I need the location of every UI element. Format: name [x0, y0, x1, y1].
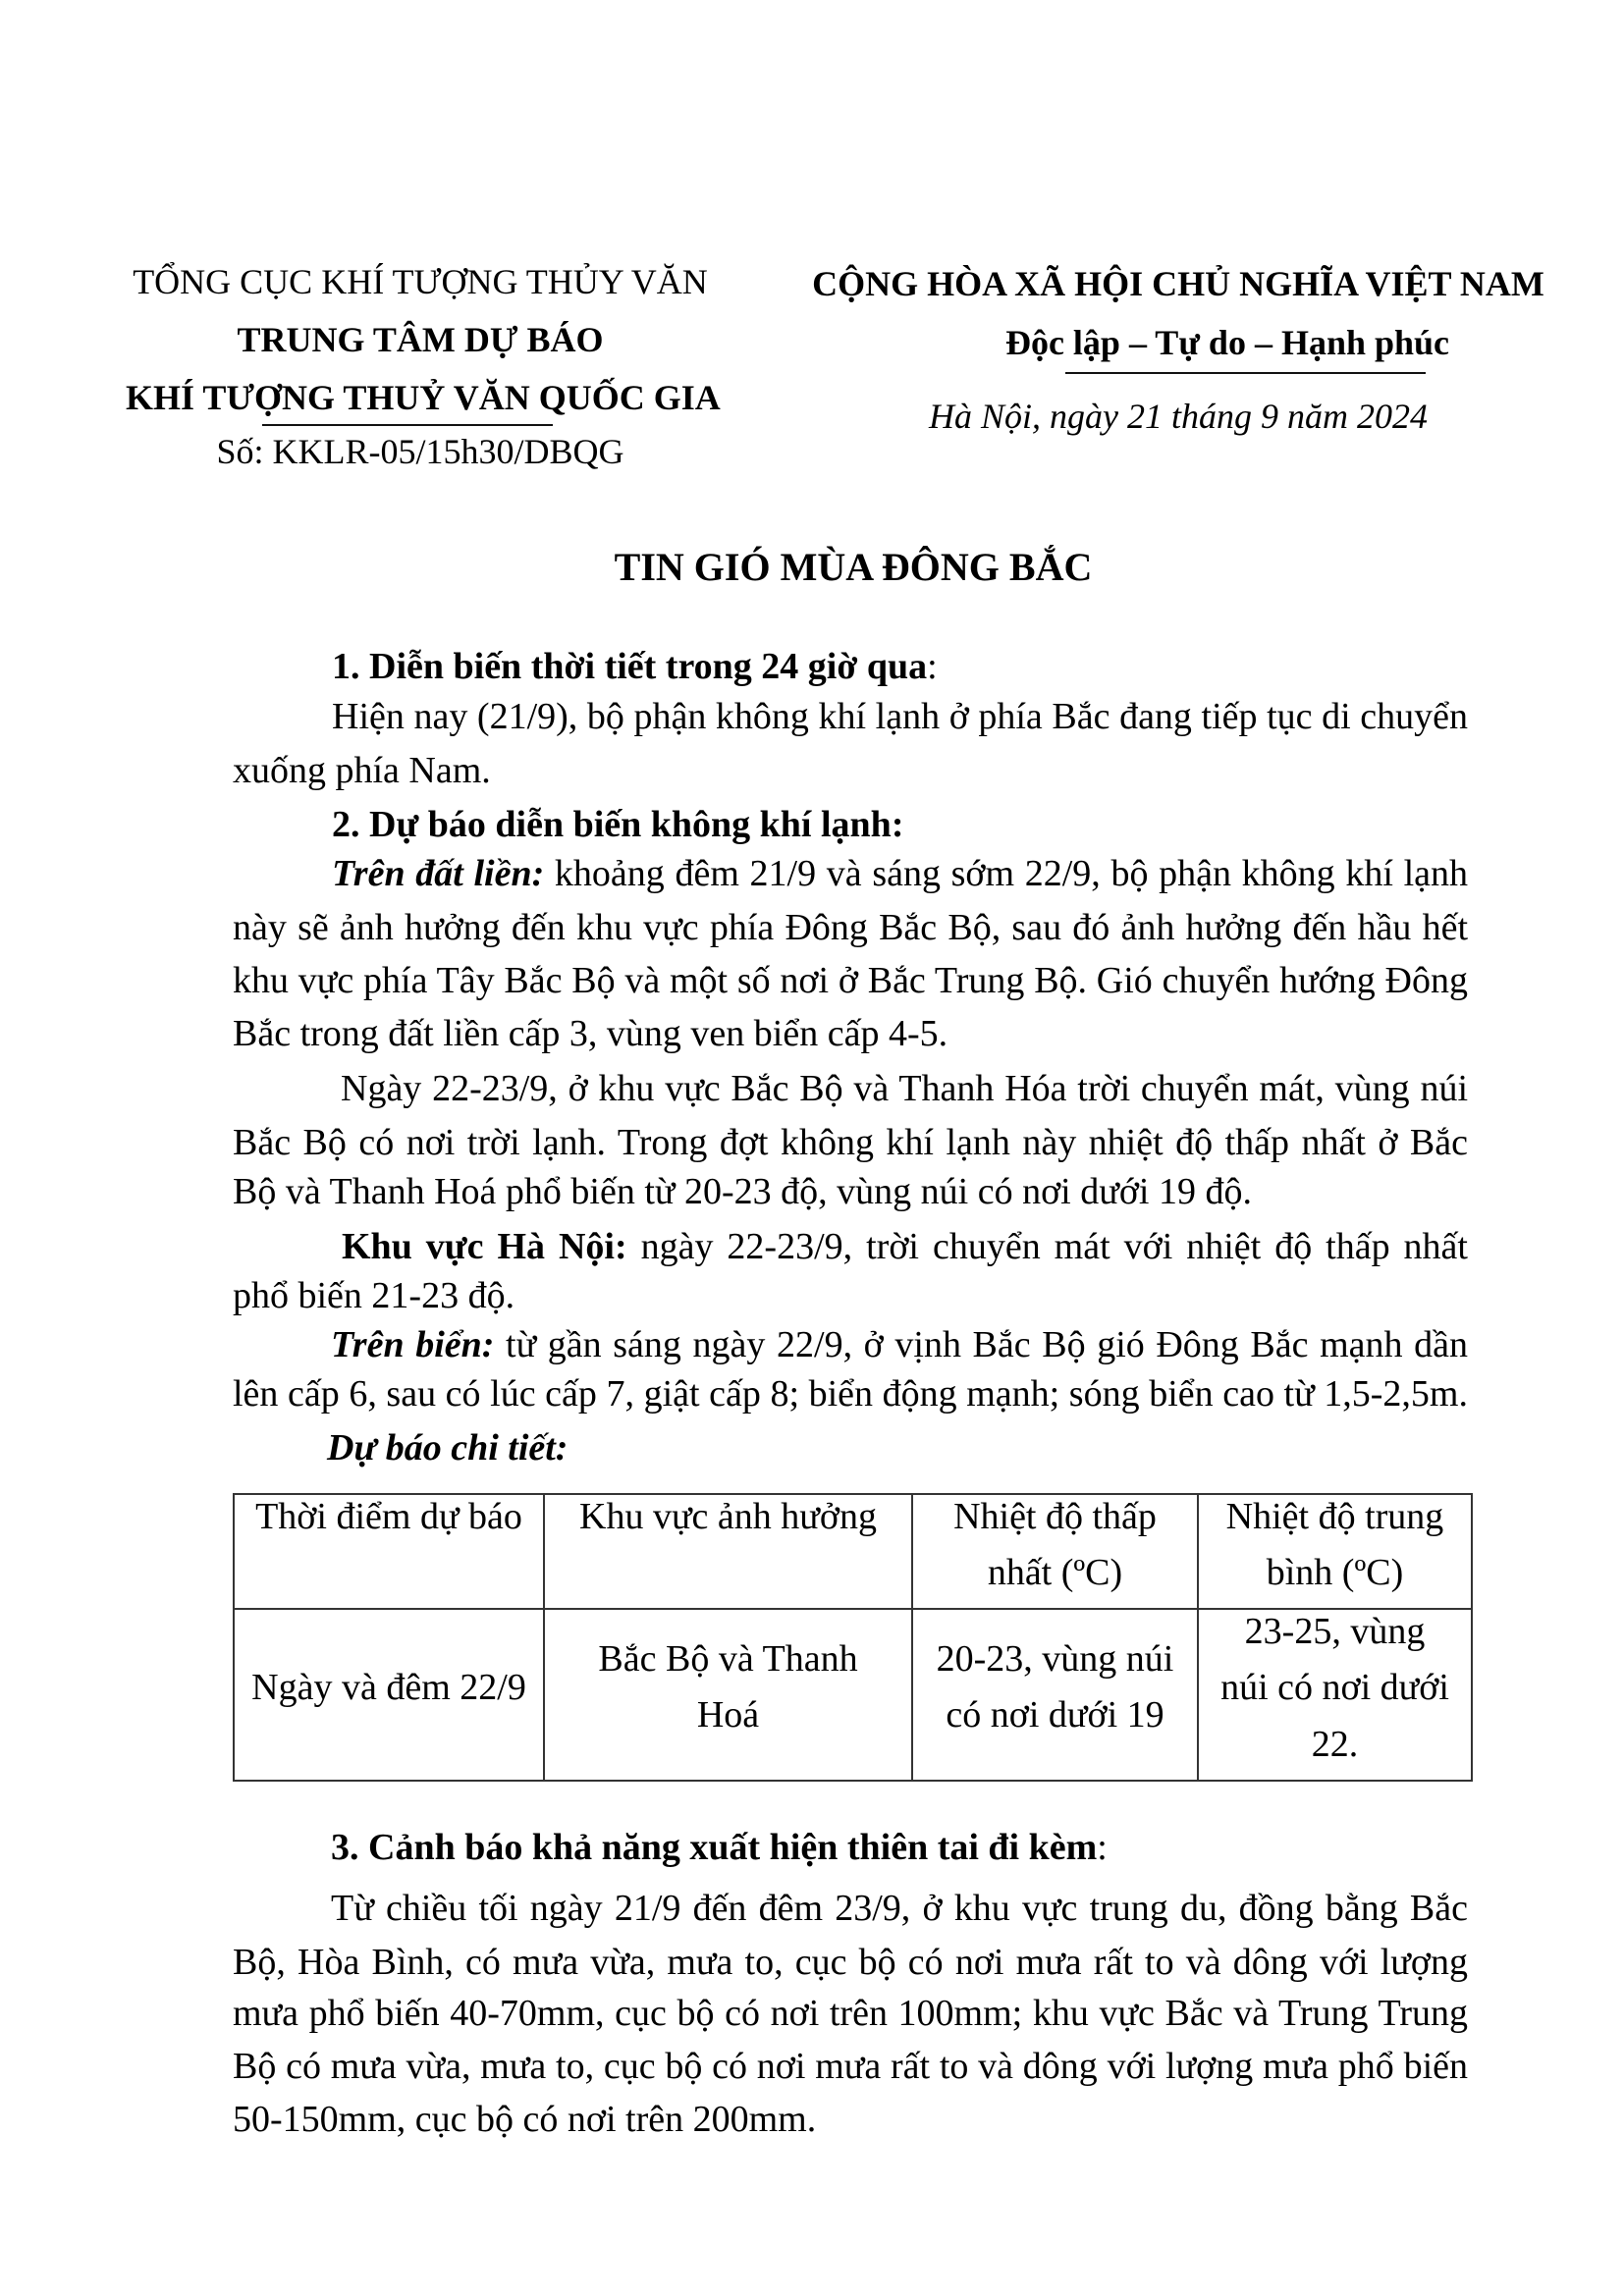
table-header-cell: Thời điểm dự báo: [255, 1496, 522, 1537]
table-border-right: [1471, 1493, 1473, 1782]
table-cell-area: Hoá: [696, 1694, 760, 1735]
section-3-line: Bộ có mưa vừa, mưa to, cục bộ có nơi mưa rất to và dông với lượng mưa phổ biến: [233, 2046, 1468, 2087]
temperature-line: Ngày 22-23/9, ở khu vực Bắc Bộ và Thanh Hóa trời chuyển mát, vùng núi: [341, 1068, 1468, 1109]
land-line: này sẽ ảnh hưởng đến khu vực phía Đông Bắc Bộ, sau đó ảnh hưởng đến hầu hết: [233, 907, 1468, 948]
hanoi-text: ngày 22-23/9, trời chuyển mát với nhiệt độ thấp nhất: [626, 1226, 1468, 1267]
table-col-divider: [911, 1493, 913, 1782]
heading-colon: :: [927, 646, 938, 687]
table-border-top: [233, 1493, 1473, 1495]
land-text: khoảng đêm 21/9 và sáng sớm 22/9, bộ phận không khí lạnh: [544, 853, 1469, 894]
section-3-line: 50-150mm, cục bộ có nơi trên 200mm.: [233, 2099, 817, 2140]
header-right-underline: [1065, 372, 1426, 374]
temperature-line: Bộ và Thanh Hoá phổ biến từ 20-23 độ, vùng núi có nơi dưới 19 độ.: [233, 1171, 1252, 1212]
country-name: CỘNG HÒA XÃ HỘI CHỦ NGHĨA VIỆT NAM: [812, 264, 1544, 303]
document-title: TIN GIÓ MÙA ĐÔNG BẮC: [614, 545, 1093, 589]
document-number: Số: KKLR-05/15h30/DBQG: [216, 432, 624, 471]
table-cell-time: Ngày và đêm 22/9: [251, 1667, 526, 1708]
table-cell-avg-temp: 22.: [1311, 1724, 1359, 1765]
place-date: Hà Nội, ngày 21 tháng 9 năm 2024: [929, 397, 1428, 436]
sea-line: [331, 1326, 1468, 1363]
agency-name: TỔNG CỤC KHÍ TƯỢNG THỦY VĂN: [133, 262, 708, 301]
header-left-underline: [262, 424, 553, 426]
table-header-cell: Khu vực ảnh hưởng: [579, 1496, 877, 1537]
table-col-divider: [543, 1493, 545, 1782]
table-header-cell: bình (ºC): [1266, 1552, 1404, 1593]
land-label: Trên đất liền:: [332, 853, 545, 894]
temperature-line: Bắc Bộ có nơi trời lạnh. Trong đợt không khí lạnh này nhiệt độ thấp nhất ở Bắc: [233, 1122, 1468, 1163]
sea-label: Trên biển:: [331, 1324, 495, 1365]
land-line: [332, 855, 1468, 892]
sea-line: lên cấp 6, sau có lúc cấp 7, giật cấp 8; biển động mạnh; sóng biển cao từ 1,5-2,5m.: [233, 1373, 1468, 1415]
section-3-heading: [331, 1829, 1108, 1866]
section-1-heading: [332, 648, 938, 685]
section-1-line: Hiện nay (21/9), bộ phận không khí lạnh ở phía Bắc đang tiếp tục di chuyển: [332, 696, 1468, 737]
sea-text: từ gần sáng ngày 22/9, ở vịnh Bắc Bộ gió Đông Bắc mạnh dần: [494, 1324, 1468, 1365]
hanoi-label: Khu vực Hà Nội:: [342, 1226, 627, 1267]
section-1-line: xuống phía Nam.: [233, 750, 491, 791]
table-border-left: [233, 1493, 235, 1782]
land-line: Bắc trong đất liền cấp 3, vùng ven biển cấp 4-5.: [233, 1013, 948, 1054]
table-cell-area: Bắc Bộ và Thanh: [598, 1638, 858, 1680]
section-1-heading-text: 1. Diễn biến thời tiết trong 24 giờ qua: [332, 646, 928, 687]
section-3-heading-text: 3. Cảnh báo khả năng xuất hiện thiên tai đi kèm: [331, 1827, 1098, 1868]
hanoi-line: phổ biến 21-23 độ.: [233, 1275, 515, 1316]
national-motto: Độc lập – Tự do – Hạnh phúc: [1004, 323, 1450, 362]
table-cell-min-temp: có nơi dưới 19: [946, 1694, 1164, 1735]
land-line: khu vực phía Tây Bắc Bộ và một số nơi ở Bắc Trung Bộ. Gió chuyển hướng Đông: [233, 960, 1468, 1001]
detail-forecast-label: Dự báo chi tiết:: [327, 1427, 568, 1468]
section-3-line: Bộ, Hòa Bình, có mưa vừa, mưa to, cục bộ có nơi mưa rất to và dông với lượng: [233, 1942, 1468, 1983]
center-name-line2: KHÍ TƯỢNG THUỶ VĂN QUỐC GIA: [126, 378, 721, 417]
section-3-line: Từ chiều tối ngày 21/9 đến đêm 23/9, ở khu vực trung du, đồng bằng Bắc: [331, 1888, 1468, 1929]
section-2-heading: 2. Dự báo diễn biến không khí lạnh:: [332, 804, 904, 845]
table-row-divider: [233, 1608, 1473, 1610]
table-header-cell: Nhiệt độ trung: [1225, 1496, 1444, 1537]
section-3-line: mưa phổ biến 40-70mm, cục bộ có nơi trên 100mm; khu vực Bắc và Trung Trung: [233, 1993, 1468, 2034]
center-name-line1: TRUNG TÂM DỰ BÁO: [237, 320, 604, 359]
table-cell-min-temp: 20-23, vùng núi: [936, 1638, 1174, 1680]
table-cell-avg-temp: núi có nơi dưới: [1220, 1667, 1449, 1708]
hanoi-line: [342, 1228, 1468, 1265]
heading-colon: :: [1097, 1827, 1108, 1868]
table-cell-avg-temp: 23-25, vùng: [1244, 1611, 1426, 1652]
table-header-cell: nhất (ºC): [987, 1552, 1123, 1593]
table-header-cell: Nhiệt độ thấp: [953, 1496, 1157, 1537]
table-border-bottom: [233, 1780, 1473, 1782]
